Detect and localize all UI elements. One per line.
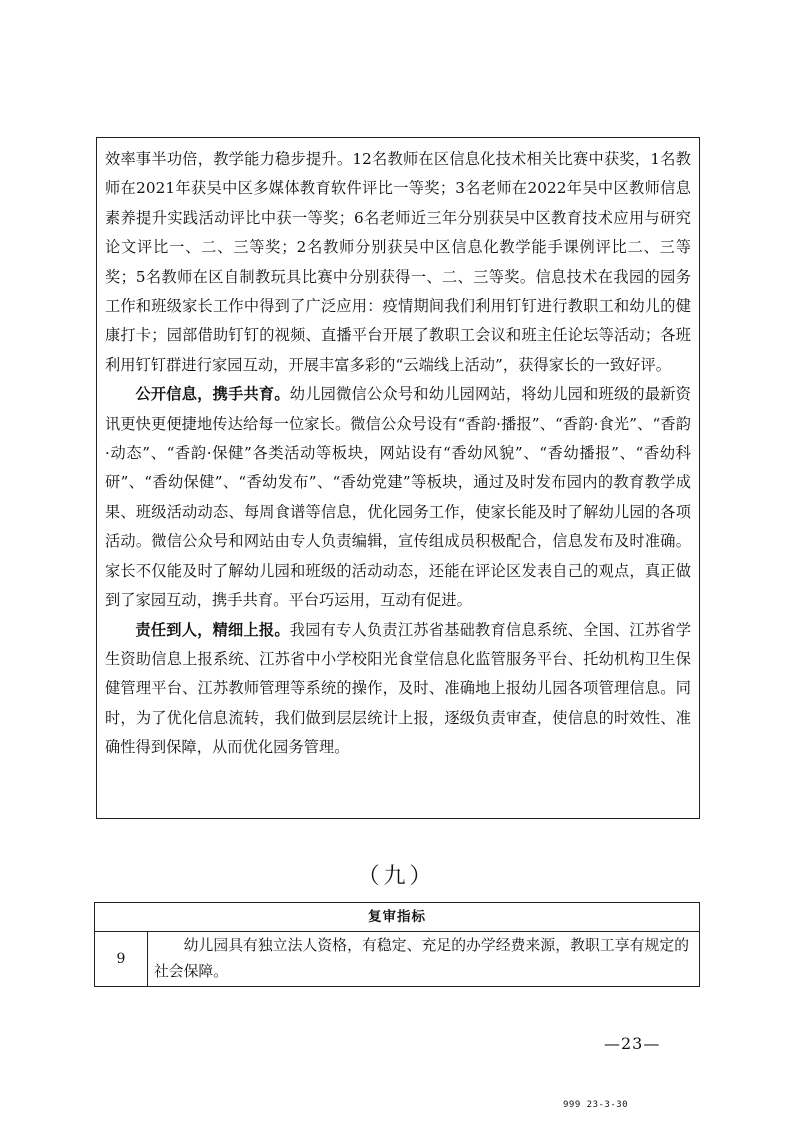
paragraph-responsibility <box>105 616 691 763</box>
page-number: —23— <box>604 1034 661 1053</box>
paragraph-open-information-body: 幼儿园微信公众号和幼儿园网站，将幼儿园和班级的最新资讯更快更便捷地传达给每一位家长。微信公众号设有“香韵·播报”、“香韵·食光”、“香韵·动态”、“香韵·保健”各类活动等板块，网站设有“香幼风貌”、“香幼播报”、“香幼科研”、“香幼保健”、“香幼发布”、“香幼党建”等板块，通过及时发布园内的教育教学成果、班级活动动态、每周食谱等信息，优化园务工作，使家长能及时了解幼儿园的各项活动。微信公众号和网站由专人负责编辑，宣传组成员积极配合，信息发布及时准确。家长不仅能及时了解幼儿园和班级的活动动态，还能在评论区发表自己的观点，真正做到了家园互动，携手共育。平台巧运用，互动有促进。 <box>105 385 691 610</box>
review-indicator-table <box>94 902 700 987</box>
paragraph-open-information <box>105 380 691 615</box>
section-heading: （九） <box>357 864 436 889</box>
paragraph-achievements: 效率事半功倍，教学能力稳步提升。12名教师在区信息化技术相关比赛中获奖，1名教师在2021年获吴中区多媒体教育软件评比一等奖；3名老师在2022年吴中区教师信息素养提升实践活动评比中获一等奖；6名老师近三年分别获吴中区教育技术应用与研究论文评比一、二、三等奖；2名教师分别获吴中区信息化教学能手课例评比二、三等奖；5名教师在区自制教玩具比赛中分别获得一、二、三等奖。信息技术在我园的园务工作和班级家长工作中得到了广泛应用：疫情期间我们利用钉钉进行教职工和幼儿的健康打卡；园部借助钉钉的视频、直播平台开展了教职工会议和班主任论坛等活动；各班利用钉钉群进行家园互动，开展丰富多彩的“云端线上活动”，获得家长的一致好评。 <box>105 150 691 374</box>
row-number: 9 <box>95 932 148 986</box>
row-text: 幼儿园具有独立法人资格，有稳定、充足的办学经费来源，教职工享有规定的社会保障。 <box>154 937 689 980</box>
paragraph-responsibility-body: 我园有专人负责江苏省基础教育信息系统、全国、江苏省学生资助信息上报系统、江苏省中小学校阳光食堂信息化监管服务平台、托幼机构卫生保健管理平台、江苏教师管理等系统的操作，及时、准确地上报幼儿园各项管理信息。同时，为了优化信息流转，我们做到层层统计上报，逐级负责审查，使信息的时效性、准确性得到保障，从而优化园务管理。 <box>105 620 691 757</box>
paragraph-open-information-lead: 公开信息，携手共育。 <box>135 385 290 404</box>
table-row <box>95 932 699 986</box>
table-header: 复审指标 <box>95 903 699 932</box>
print-stamp: 999 23-3-30 <box>563 1100 629 1110</box>
paragraph-responsibility-lead: 责任到人，精细上报。 <box>135 620 290 639</box>
content-box <box>96 137 700 819</box>
